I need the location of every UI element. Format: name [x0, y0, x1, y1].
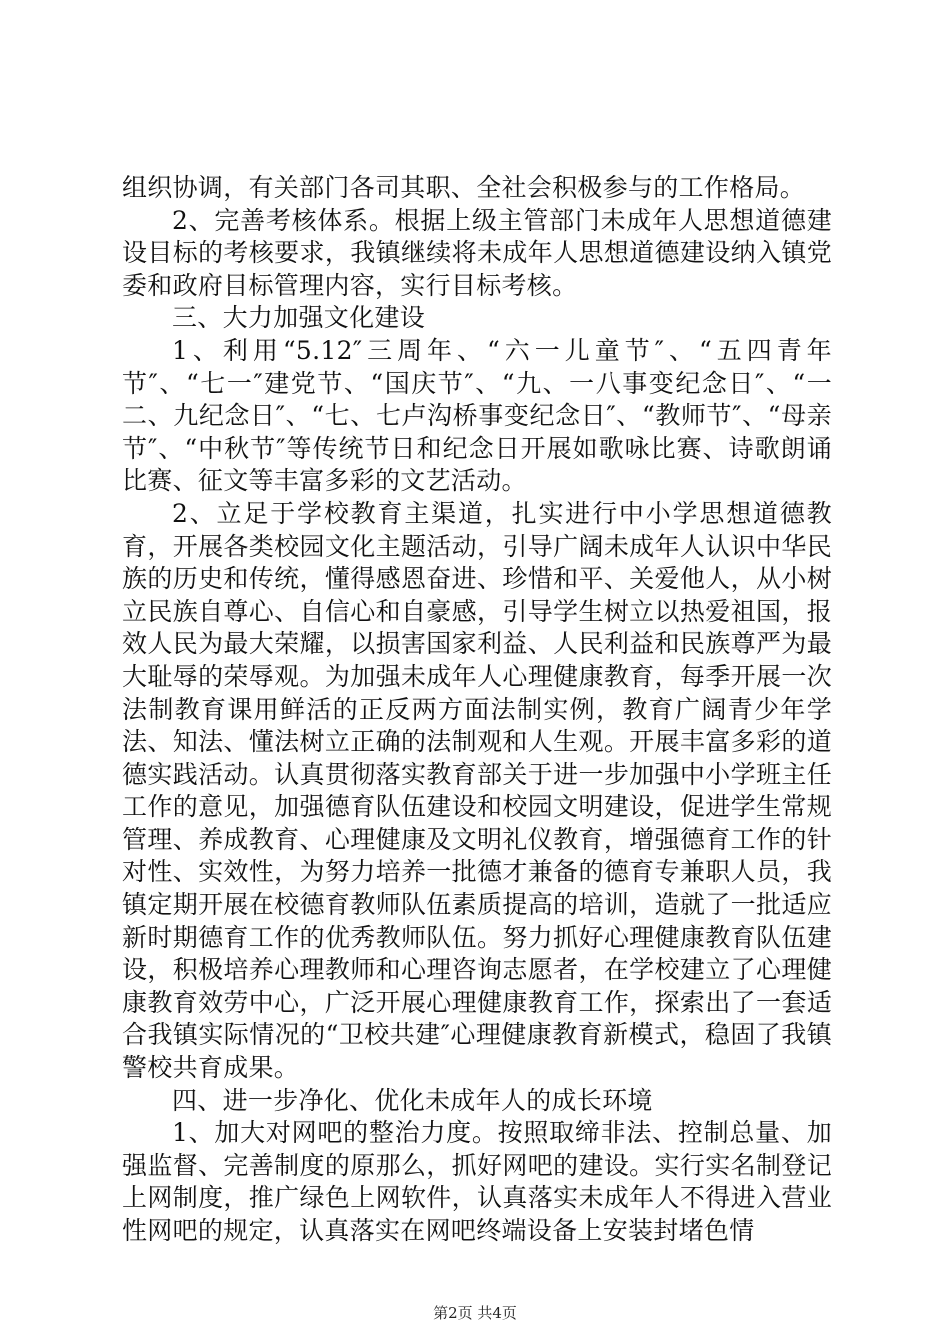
- section-heading-culture: 三、大力加强文化建设: [172, 303, 426, 333]
- section-heading-environment: 四、进一步净化、优化未成年人的成长环境: [172, 1085, 653, 1115]
- page-footer: [0, 1302, 950, 1323]
- document-body: [122, 172, 832, 1248]
- paragraph-continuation: 组织协调，有关部门各司其职、全社会积极参与的工作格局。: [122, 173, 806, 202]
- paragraph-school-education: 2、立足于学校教育主渠道，扎实进行中小学思想道德教育，开展各类校园文化主题活动，引导广阔未成年人认识中华民族的历史和传统，懂得感恩奋进、珍惜和平、关爱他人，从小树立民族自尊心、自信心和自豪感，引导学生树立以热爱祖国，报效人民为最大荣耀，以损害国家利益、人民利益和民族尊严为最大耻辱的荣辱观。为加强未成年人心理健康教育，每季开展一次法制教育课用鲜活的正反两方面法制实例，教育广阔青少年学法、知法、懂法树立正确的法制观和人生观。开展丰富多彩的道德实践活动。认真贯彻落实教育部关于进一步加强中小学班主任工作的意见，加强德育队伍建设和校园文明建设，促进学生常规管理、养成教育、心理健康及文明礼仪教育，增强德育工作的针对性、实效性，为努力培养一批德才兼备的德育专兼职人员，我镇定期开展在校德育教师队伍素质提高的培训，造就了一批适应新时期德育工作的优秀教师队伍。努力抓好心理健康教育队伍建设，积极培养心理教师和心理咨询志愿者，在学校建立了心理健康教育效劳中心，广泛开展心理健康教育工作，探索出了一套适合我镇实际情况的“卫校共建″心理健康教育新模式，稳固了我镇警校共育成果。: [122, 498, 832, 1083]
- page-number: 第2页 共4页: [433, 1304, 517, 1322]
- paragraph-internet-cafes: 1、加大对网吧的整治力度。按照取缔非法、控制总量、加强监督、完善制度的原那么，抓好网吧的建设。实行实名制登记上网制度，推广绿色上网软件，认真落实未成年人不得进入营业性网吧的规定，认真落实在网吧终端设备上安装封堵色情: [122, 1118, 832, 1245]
- paragraph-assessment-system: 2、完善考核体系。根据上级主管部门未成年人思想道德建设目标的考核要求，我镇继续将未成年人思想道德建设纳入镇党委和政府目标管理内容，实行目标考核。: [122, 205, 832, 300]
- paragraph-festivals: 1、利用“5.12″三周年、“六一儿童节″、“五四青年节″、“七一″建党节、“国庆节″、“九、一八事变纪念日″、“一二、九纪念日″、“七、七卢沟桥事变纪念日″、“教师节″、“母亲节″、“中秋节″等传统节日和纪念日开展如歌咏比赛、诗歌朗诵比赛、征文等丰富多彩的文艺活动。: [122, 335, 832, 496]
